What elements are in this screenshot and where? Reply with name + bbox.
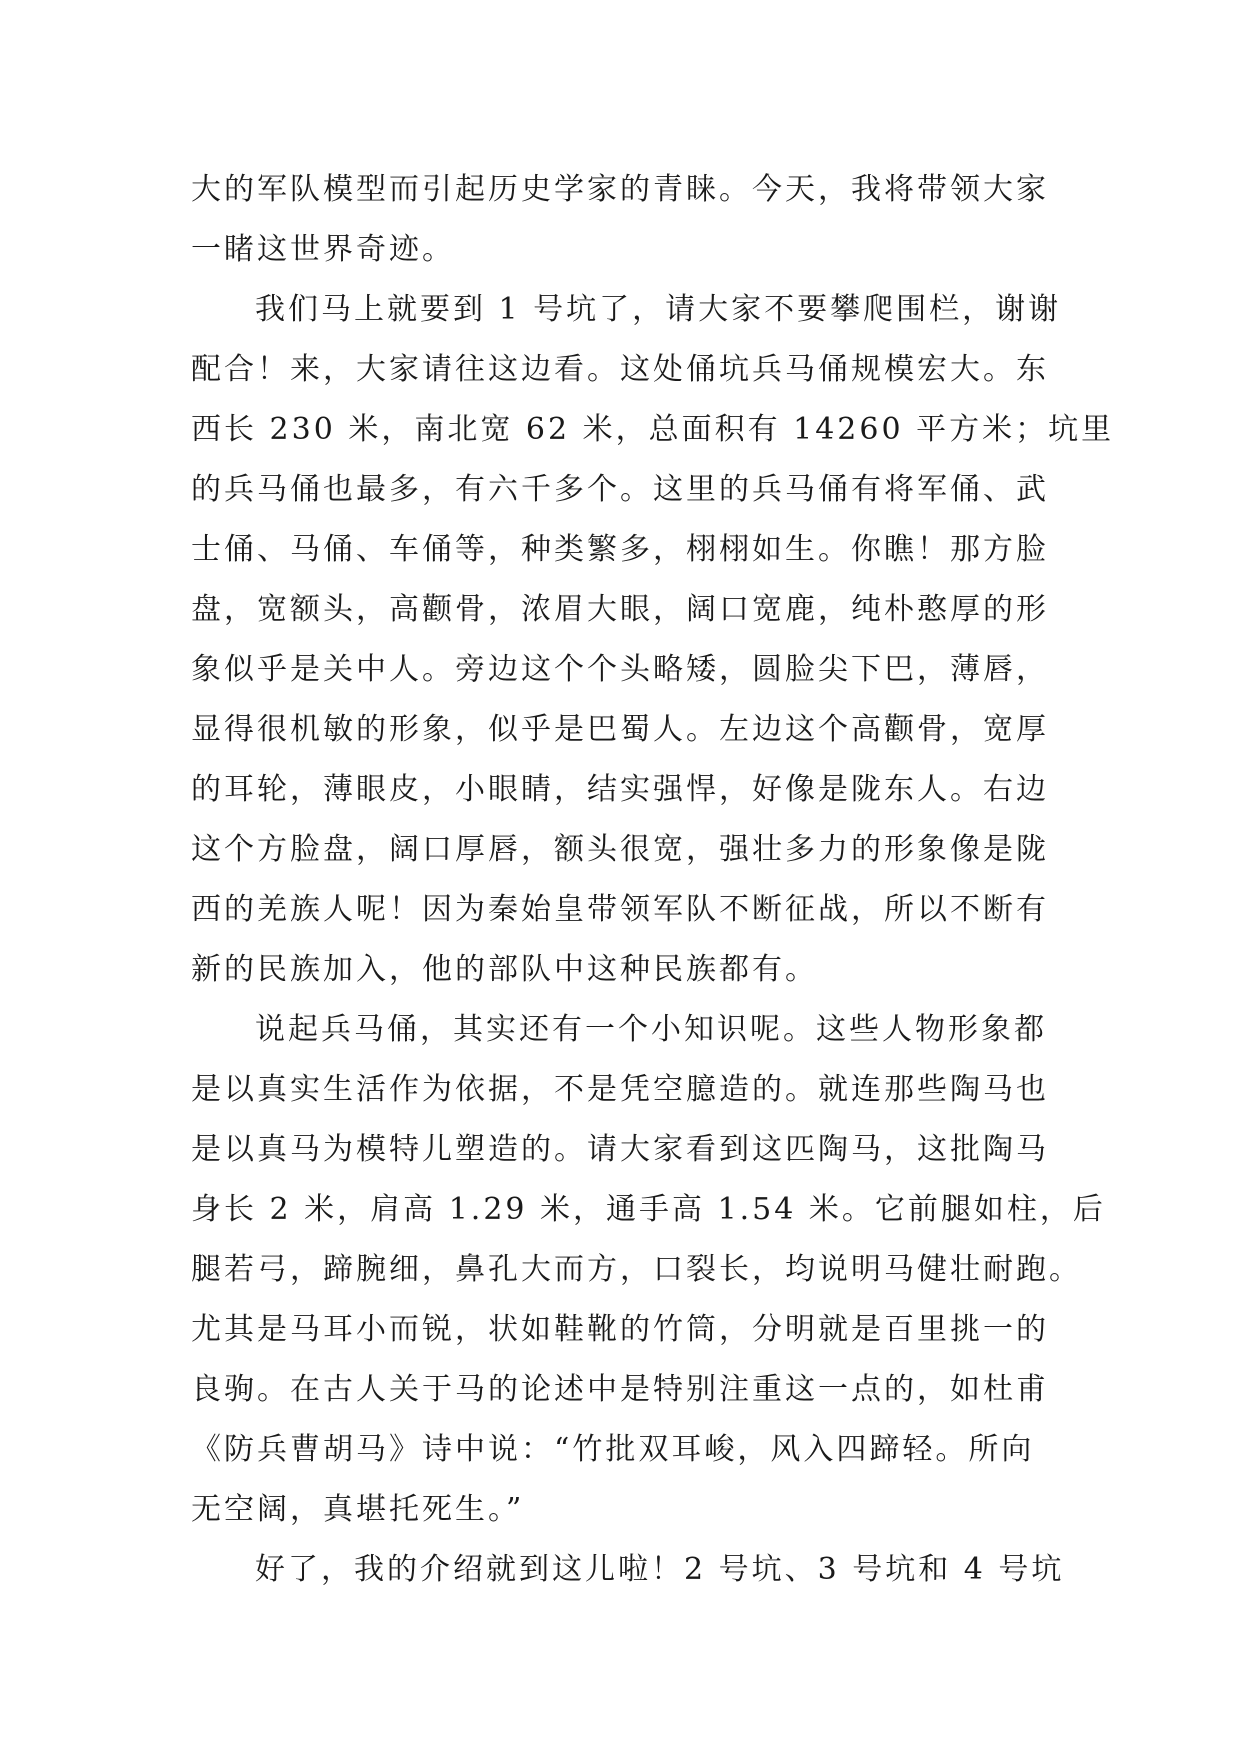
paragraph bbox=[191, 160, 1071, 280]
paragraph bbox=[191, 1000, 1106, 1540]
text-line: 好了，我的介绍就到这儿啦！2 号坑、3 号坑和 4 号坑 bbox=[255, 1552, 1065, 1587]
paragraph bbox=[191, 1540, 1071, 1600]
text-line: 尤其是马耳小而锐，状如鞋靴的竹筒，分明就是百里挑一的 bbox=[191, 1312, 1049, 1347]
text-line: 显得很机敏的形象，似乎是巴蜀人。左边这个高颧骨，宽厚 bbox=[191, 712, 1049, 747]
text-line: 象似乎是关中人。旁边这个个头略矮，圆脸尖下巴，薄唇， bbox=[191, 652, 1049, 687]
text-line: 这个方脸盘，阔口厚唇，额头很宽，强壮多力的形象像是陇 bbox=[191, 832, 1049, 867]
text-line: 《防兵曹胡马》诗中说：“竹批双耳峻，风入四蹄轻。所向 bbox=[191, 1432, 1035, 1467]
paragraph bbox=[191, 280, 1115, 1000]
text-line: 盘，宽额头，高颧骨，浓眉大眼，阔口宽鹿，纯朴憨厚的形 bbox=[191, 592, 1049, 627]
text-line: 一睹这世界奇迹。 bbox=[191, 232, 455, 267]
text-line: 士俑、马俑、车俑等，种类繁多，栩栩如生。你瞧！那方脸 bbox=[191, 532, 1049, 567]
text-line: 我们马上就要到 1 号坑了，请大家不要攀爬围栏，谢谢 bbox=[255, 292, 1062, 327]
text-line: 配合！来，大家请往这边看。这处俑坑兵马俑规模宏大。东 bbox=[191, 352, 1049, 387]
text-line: 无空阔，真堪托死生。” bbox=[191, 1492, 525, 1527]
text-line: 是以真马为模特儿塑造的。请大家看到这匹陶马，这批陶马 bbox=[191, 1132, 1049, 1167]
text-line: 西长 230 米，南北宽 62 米，总面积有 14260 平方米；坑里 bbox=[191, 412, 1115, 447]
body-text bbox=[191, 160, 1115, 1600]
text-line: 身长 2 米，肩高 1.29 米，通手高 1.54 米。它前腿如柱，后 bbox=[191, 1192, 1106, 1227]
text-line: 是以真实生活作为依据，不是凭空臆造的。就连那些陶马也 bbox=[191, 1072, 1049, 1107]
text-line: 说起兵马俑，其实还有一个小知识呢。这些人物形象都 bbox=[255, 1012, 1047, 1047]
text-line: 良驹。在古人关于马的论述中是特别注重这一点的，如杜甫 bbox=[191, 1372, 1049, 1407]
text-line: 的耳轮，薄眼皮，小眼睛，结实强悍，好像是陇东人。右边 bbox=[191, 772, 1049, 807]
text-line: 大的军队模型而引起历史学家的青睐。今天，我将带领大家 bbox=[191, 172, 1049, 207]
text-line: 西的羌族人呢！因为秦始皇带领军队不断征战，所以不断有 bbox=[191, 892, 1049, 927]
text-line: 新的民族加入，他的部队中这种民族都有。 bbox=[191, 952, 818, 987]
text-line: 腿若弓，蹄腕细，鼻孔大而方，口裂长，均说明马健壮耐跑。 bbox=[191, 1252, 1082, 1287]
text-line: 的兵马俑也最多，有六千多个。这里的兵马俑有将军俑、武 bbox=[191, 472, 1049, 507]
